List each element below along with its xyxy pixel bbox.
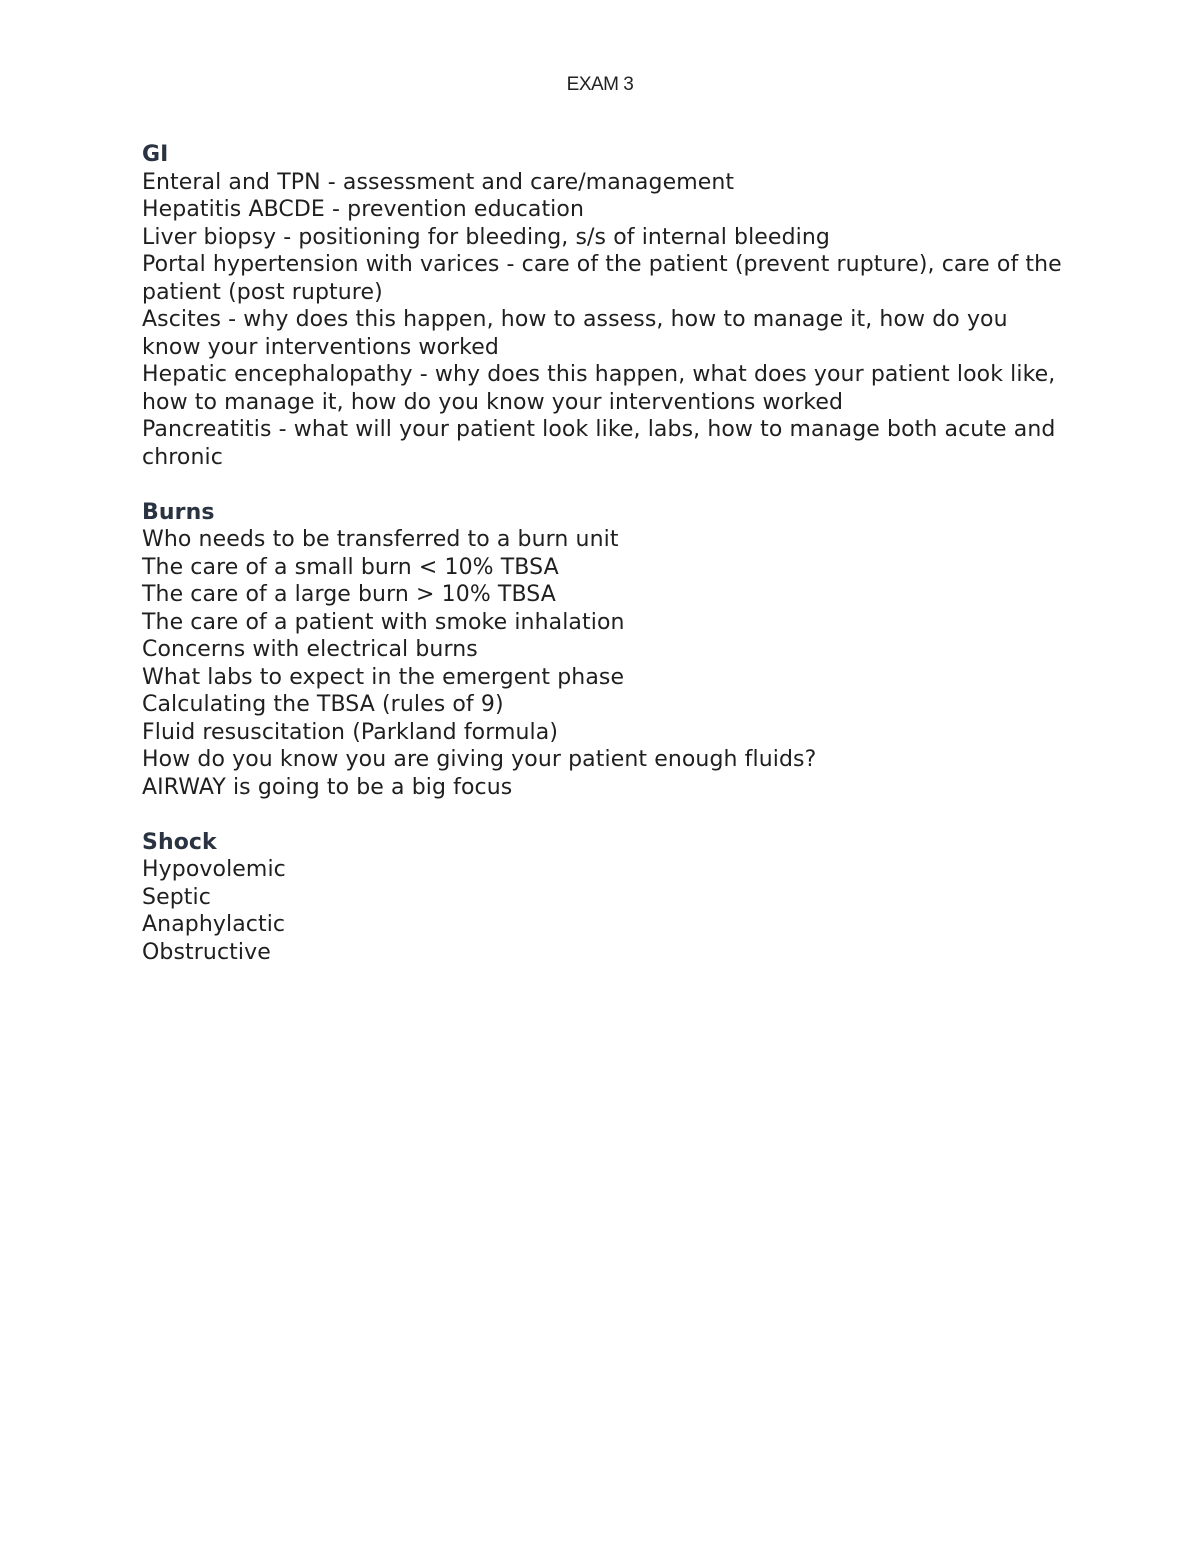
section-heading-burns: Burns xyxy=(142,499,215,525)
list-item: Septic xyxy=(142,884,211,910)
list-item: How do you know you are giving your patient enough fluids? xyxy=(142,747,817,772)
burns-topic-list xyxy=(142,526,1072,801)
section-gi xyxy=(142,141,1072,471)
list-item: Hepatic encephalopathy - why does this happen, what does your patient look like, how to manage it, how do you know your interventions worked xyxy=(142,362,1056,415)
section-heading-shock: Shock xyxy=(142,829,217,855)
list-item: AIRWAY is going to be a big focus xyxy=(142,774,513,800)
gi-topic-list xyxy=(142,169,1072,472)
list-item: Fluid resuscitation (Parkland formula) xyxy=(142,719,559,745)
list-item: Hypovolemic xyxy=(142,857,286,882)
section-shock xyxy=(142,829,1072,967)
list-item: Liver biopsy - positioning for bleeding, s/s of internal bleeding xyxy=(142,224,830,250)
list-item: Enteral and TPN - assessment and care/management xyxy=(142,169,735,195)
list-item: Who needs to be transferred to a burn unit xyxy=(142,527,619,552)
list-item: Anaphylactic xyxy=(142,912,286,937)
list-item: Portal hypertension with varices - care of the patient (prevent rupture), care of the patient (post rupture) xyxy=(142,252,1062,305)
list-item: Hepatitis ABCDE - prevention education xyxy=(142,197,584,222)
list-item: Pancreatitis - what will your patient look like, labs, how to manage both acute and chronic xyxy=(142,417,1056,470)
section-heading-gi: GI xyxy=(142,142,169,167)
page-header: EXAM 3 xyxy=(566,74,634,95)
section-burns xyxy=(142,499,1072,802)
list-item: What labs to expect in the emergent phase xyxy=(142,664,625,690)
document-body xyxy=(142,141,1072,966)
list-item: The care of a small burn < 10% TBSA xyxy=(142,554,559,580)
list-item: The care of a large burn > 10% TBSA xyxy=(142,582,556,607)
list-item: Ascites - why does this happen, how to assess, how to manage it, how do you know your interventions worked xyxy=(142,307,1008,360)
list-item: Concerns with electrical burns xyxy=(142,637,478,662)
shock-topic-list xyxy=(142,856,1072,966)
list-item: The care of a patient with smoke inhalation xyxy=(142,609,625,635)
list-item: Obstructive xyxy=(142,939,271,965)
list-item: Calculating the TBSA (rules of 9) xyxy=(142,692,504,717)
